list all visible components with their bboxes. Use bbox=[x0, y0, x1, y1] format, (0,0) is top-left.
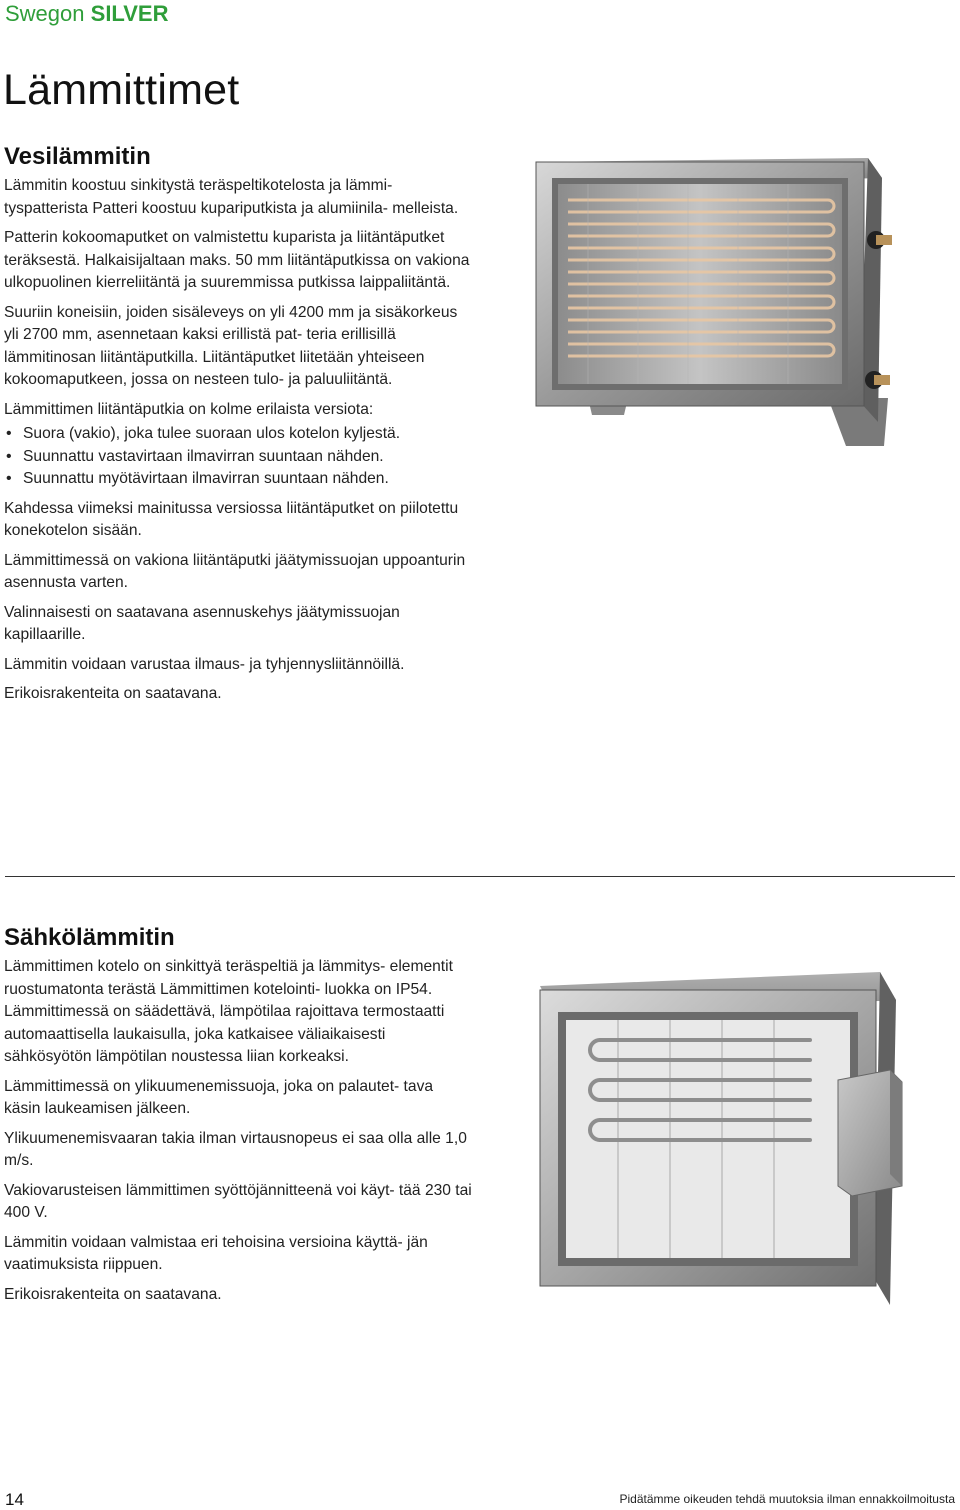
footer-note: Pidätämme oikeuden tehdä muutoksia ilman ennakkoilmoitusta bbox=[619, 1492, 955, 1506]
list-item: • Suunnattu vastavirtaan ilmavirran suuntaan nähden. bbox=[4, 446, 472, 469]
water-heater-paragraph: Lämmittimessä on vakiona liitäntäputki jäätymissuojan uppoanturin asennusta varten. bbox=[4, 551, 466, 591]
water-heater-section bbox=[4, 143, 472, 713]
list-item: • Suora (vakio), joka tulee suoraan ulos kotelon kyljestä. bbox=[4, 423, 472, 446]
water-heater-paragraph: Patterin kokoomaputket on valmistettu kuparista ja liitäntäputket teräksestä. Halkaisijaltaan maks. 50 mm liitäntäputkissa on vakiona ulkopuolinen kierreliitäntä ja suuremmissa putkissa laippaliitäntä. bbox=[4, 229, 470, 291]
electric-heater-paragraph: Ylikuumenemisvaaran takia ilman virtausnopeus ei saa olla alle 1,0 m/s. bbox=[4, 1129, 467, 1169]
electric-heater-paragraph: Vakiovarusteisen lämmittimen syöttöjännitteenä voi käyt- tää 230 tai 400 V. bbox=[4, 1181, 472, 1221]
electric-heater-heading: Sähkölämmitin bbox=[4, 924, 175, 951]
brand-prefix: Swegon bbox=[5, 1, 85, 26]
water-heater-paragraph: Erikoisrakenteita on saatavana. bbox=[4, 685, 222, 702]
page-title: Lämmittimet bbox=[3, 66, 240, 114]
electric-heater-paragraph: Erikoisrakenteita on saatavana. bbox=[4, 1285, 222, 1303]
section-divider bbox=[5, 876, 955, 877]
page-number: 14 bbox=[5, 1490, 24, 1509]
water-heater-paragraph: Valinnaisesti on saatavana asennuskehys jäätymissuojan kapillaarille. bbox=[4, 603, 400, 643]
water-heater-paragraph: Kahdessa viimeksi mainitussa versiossa liitäntäputket on piilotettu konekotelon sisään. bbox=[4, 499, 459, 539]
electric-heater-photo bbox=[530, 960, 920, 1320]
electric-heater-paragraph: Lämmitin voidaan valmistaa eri tehoisina versioina käyttä- jän vaatimuksista riippuen. bbox=[4, 1233, 428, 1273]
water-heater-heading: Vesilämmitin bbox=[4, 143, 151, 170]
electric-heater-paragraph: Lämmittimessä on ylikuumenemissuoja, joka on palautet- tava käsin laukeamisen jälkeen. bbox=[4, 1077, 434, 1117]
brand-logo bbox=[5, 1, 168, 27]
water-heater-photo bbox=[528, 140, 902, 465]
water-heater-paragraph: Lämmitin koostuu sinkitystä teräspeltikotelosta ja lämmi- tyspatterista Patteri koostuu kupariputkista ja alumiinila- melleista. bbox=[4, 177, 459, 217]
list-item: • Suunnattu myötävirtaan ilmavirran suuntaan nähden. bbox=[4, 468, 472, 491]
water-heater-paragraph: Suuriin koneisiin, joiden sisäleveys on yli 4200 mm ja sisäkorkeus yli 2700 mm, asennetaan kaksi erillistä pat- teria erillisillä lämmitinosan liitäntäputkilla. Liitäntäputket liitetään yhteiseen kokoomaputkeen, jossa on nesteen tulo- ja paluuliitäntä. bbox=[4, 303, 458, 388]
electric-heater-section bbox=[4, 924, 472, 1313]
water-heater-paragraph: Lämmitin voidaan varustaa ilmaus- ja tyhjennysliitännöillä. bbox=[4, 655, 405, 673]
brand-name: SILVER bbox=[90, 1, 169, 26]
electric-heater-paragraph: Lämmittimen kotelo on sinkittyä teräspeltiä ja lämmitys- elementit ruostumatonta terästä Lämmittimen kotelointi- luokka on IP54. Lämmittimessä on säädettävä, lämpötilaa rajoittava termostaatti automaattisella laukaisulla, joka katkaisee väliaikaisesti sähkösyötön lämpötilan noustessa liian korkeaksi. bbox=[4, 958, 453, 1065]
water-heater-paragraph: Lämmittimen liitäntäputkia on kolme erilaista versiota: bbox=[4, 400, 374, 418]
connection-versions-list bbox=[4, 423, 472, 491]
